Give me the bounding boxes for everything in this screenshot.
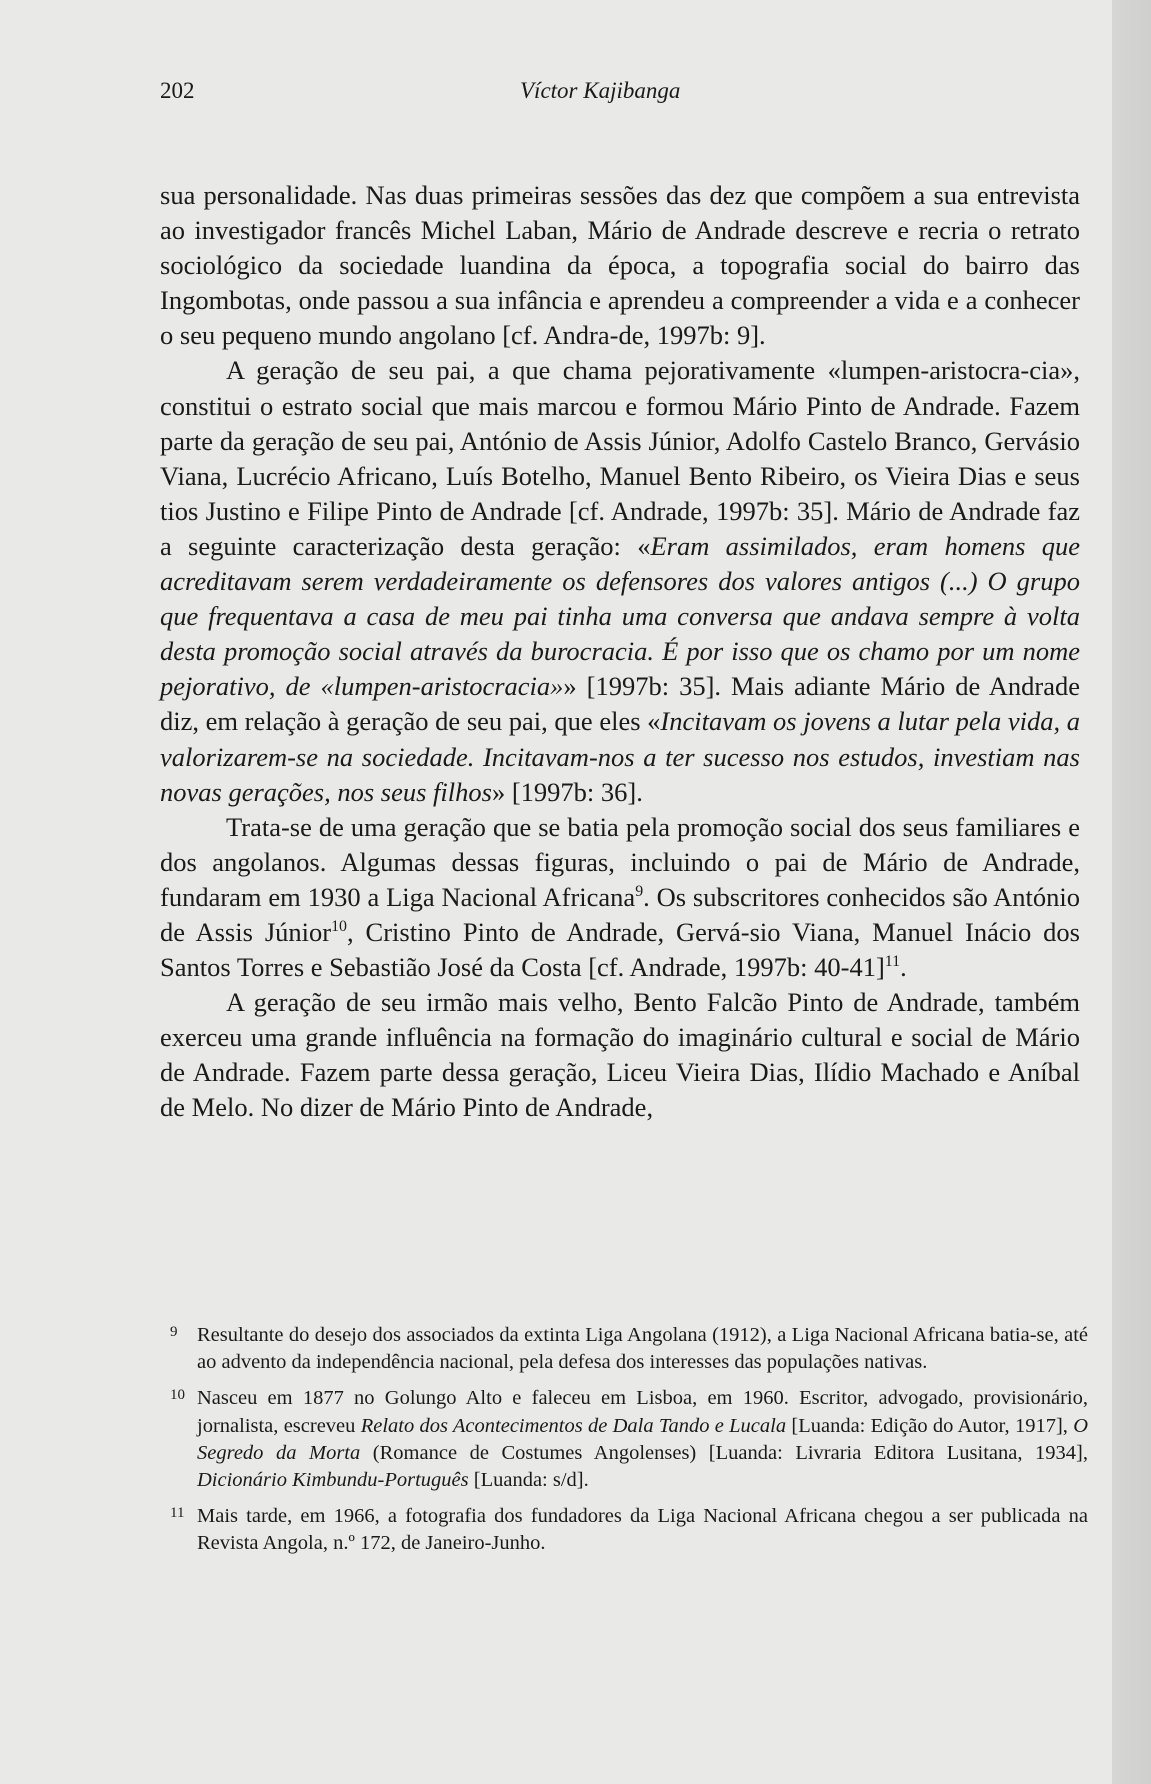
paragraph-3-text-4: . [900, 952, 907, 983]
footnote-11-text: Mais tarde, em 1966, a fotografia dos fundadores da Liga Nacional Africana chegou a ser publicada na Revista Angola, n.º 172, de Janeiro-Junho. [197, 1505, 1088, 1555]
footnote-10 [160, 1385, 1088, 1494]
footnote-ref-10[interactable]: 10 [331, 918, 347, 936]
footnote-10-title-relato: Relato dos Acontecimentos de Dala Tando e Lucala [360, 1414, 787, 1437]
paragraph-2 [160, 353, 1080, 809]
footnote-11-number: 11 [170, 1505, 185, 1522]
footnote-9 [160, 1322, 1088, 1376]
paragraph-3-text-1: Trata-se de uma geração que se batia pela promoção social dos seus familiares e dos angolanos. Algumas dessas figuras, incluindo o pai de Mário de Andrade, fundaram em 1930 a Liga Nacional Africana [160, 811, 1080, 912]
footnote-10-text-1: Nasceu em 1877 no Golungo Alto e faleceu em Lisboa, em 1960. Escritor, advogado, provisionário, jornalista, escreveu [197, 1387, 1088, 1437]
footnote-ref-9[interactable]: 9 [635, 883, 644, 901]
footnote-10-text-4: [Luanda: s/d]. [468, 1469, 589, 1492]
footnote-10-text-2: [Luanda: Edição do Autor, 1917], [786, 1414, 1074, 1437]
quote-assimilados: Eram assimilados, eram homens que acreditavam serem verdadeiramente os defensores dos valores antigos (...) O grupo que frequentava a casa de meu pai tinha uma conversa que andava sempre à volta desta promoção social através da burocracia. É por isso que os chamo por um nome pejorativo, de «lumpen-aristocracia» [160, 530, 1080, 702]
page-header [160, 78, 1052, 112]
quote-incitavam: Incitavam os jovens a lutar pela vida, a valorizarem-se na sociedade. Incitavam-nos a ter sucesso nos estudos, investiam nas novas gerações, nos seus filhos [160, 706, 1080, 807]
footnote-9-number: 9 [170, 1324, 178, 1340]
paragraph-1: sua personalidade. Nas duas primeiras sessões das dez que compõem a sua entrevista ao investigador francês Michel Laban, Mário de Andrade descreve e recria o retrato sociológico da sociedade luandina da época, a topografia social do bairro das Ingombotas, onde passou a sua infância e aprendeu a compreender a vida e a conhecer o seu pequeno mundo angolano [cf. Andra-de, 1997b: 9]. [160, 180, 1080, 351]
paragraph-2-text-3: » [1997b: 36]. [491, 776, 643, 807]
paragraph-2-text-2: » [1997b: 35]. Mais adiante Mário de Andrade diz, em relação à geração de seu pai, que eles « [160, 671, 1080, 737]
footnote-10-title-segredo: O Segredo da Morta [197, 1414, 1089, 1464]
footnote-10-title-dicionario: Dicionário Kimbundu-Português [197, 1469, 469, 1492]
running-head-author: Víctor Kajibanga [520, 78, 681, 103]
body-text [160, 178, 1080, 1126]
paragraph-3 [160, 810, 1080, 985]
footnote-11 [160, 1503, 1088, 1557]
footnotes [160, 1322, 1088, 1567]
paragraph-2-text-1: A geração de seu pai, a que chama pejorativamente «lumpen-aristocra-cia», constitui o estrato social que mais marcou e formou Mário Pinto de Andrade. Fazem parte da geração de seu pai, António de Assis Júnior, Adolfo Castelo Branco, Gervásio Viana, Lucrécio Africano, Luís Botelho, Manuel Bento Ribeiro, os Vieira Dias e seus tios Justino e Filipe Pinto de Andrade [cf. Andrade, 1997b: 35]. Mário de Andrade faz a seguinte caracterização desta geração: « [160, 355, 1080, 561]
footnote-10-text-3: (Romance de Costumes Angolenses) [Luanda: Livraria Editora Lusitana, 1934], [360, 1441, 1088, 1464]
paragraph-3-text-3: , Cristino Pinto de Andrade, Gervá-sio Viana, Manuel Inácio dos Santos Torres e Sebastião José da Costa [cf. Andrade, 1997b: 40-41] [160, 916, 1080, 983]
footnote-ref-11[interactable]: 11 [884, 953, 901, 971]
footnote-10-number: 10 [170, 1387, 185, 1404]
paragraph-4: A geração de seu irmão mais velho, Bento Falcão Pinto de Andrade, também exerceu uma grande influência na formação do imaginário cultural e social de Mário de Andrade. Fazem parte dessa geração, Liceu Vieira Dias, Ilídio Machado e Aníbal de Melo. No dizer de Mário Pinto de Andrade, [160, 987, 1080, 1123]
page-number: 202 [160, 78, 195, 103]
page-edge [1112, 0, 1151, 1784]
paragraph-3-text-2: . Os subscritores conhecidos são António de Assis Júnior [160, 881, 1080, 947]
footnote-9-text: Resultante do desejo dos associados da extinta Liga Angolana (1912), a Liga Nacional Africana batia-se, até ao advento da independência nacional, pela defesa dos interesses das populações nativas. [197, 1324, 1088, 1374]
